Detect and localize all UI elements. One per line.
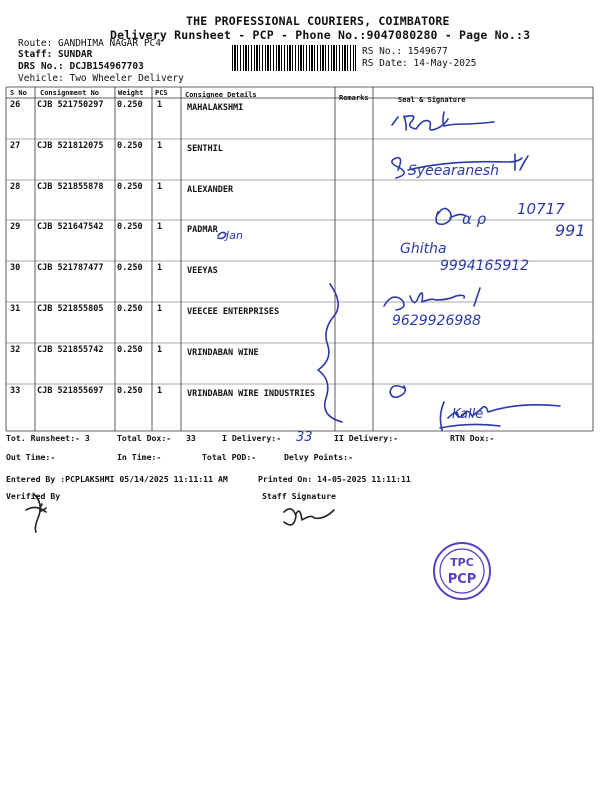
row-pcs: 1 bbox=[157, 263, 163, 273]
entered-by: Entered By :PCPLAKSHMI 05/14/2025 11:11:11 AM bbox=[6, 474, 228, 484]
total-dox-label: Total Dox:- bbox=[117, 433, 172, 443]
row-sno: 31 bbox=[10, 304, 21, 314]
stamp-line1: TPC bbox=[450, 556, 474, 569]
out-time-label: Out Time:- bbox=[6, 452, 56, 462]
row-consignment: CJB 521855878 bbox=[37, 182, 104, 192]
row-weight: 0.250 bbox=[117, 141, 143, 151]
row-consignee: PADMAR bbox=[187, 225, 218, 235]
row-consignment: CJB 521647542 bbox=[37, 222, 104, 232]
rs-date-label: RS Date: 14-May-2025 bbox=[362, 58, 477, 69]
row-consignment: CJB 521855805 bbox=[37, 304, 104, 314]
row-consignee: VEECEE ENTERPRISES bbox=[187, 307, 280, 317]
svg-text:α ρ: α ρ bbox=[462, 210, 487, 228]
row-sno: 30 bbox=[10, 263, 21, 273]
row-weight: 0.250 bbox=[117, 222, 143, 232]
row-pcs: 1 bbox=[157, 182, 163, 192]
row-sno: 29 bbox=[10, 222, 21, 232]
row-weight: 0.250 bbox=[117, 182, 143, 192]
printed-on: Printed On: 14-05-2025 11:11:11 bbox=[258, 474, 411, 484]
row-weight: 0.250 bbox=[117, 100, 143, 110]
col-seal: Seal & Signature bbox=[398, 96, 466, 104]
row-sno: 26 bbox=[10, 100, 21, 110]
row-pcs: 1 bbox=[157, 345, 163, 355]
stamp-line2: PCP bbox=[447, 572, 477, 587]
row-pcs: 1 bbox=[157, 222, 163, 232]
row31-phone: 9629926988 bbox=[392, 313, 482, 329]
col-sno: S No bbox=[10, 89, 27, 97]
ii-delivery-label: II Delivery:- bbox=[334, 433, 399, 443]
row29-phone: 9994165912 bbox=[440, 258, 530, 274]
row29-name: Jan bbox=[226, 229, 243, 242]
delvy-points-label: Delvy Points:- bbox=[284, 452, 354, 462]
row-pcs: 1 bbox=[157, 100, 163, 110]
col-pcs: PCS bbox=[155, 89, 168, 97]
row33-signature: Kalle bbox=[452, 407, 484, 422]
rs-no-label: RS No.: 1549677 bbox=[362, 46, 448, 57]
vehicle-label: Vehicle: Two Wheeler Delivery bbox=[18, 73, 184, 84]
row29-signature: Ghitha bbox=[400, 241, 447, 257]
total-pod-label: Total POD:- bbox=[202, 452, 257, 462]
total-dox-value: 33 bbox=[186, 433, 196, 443]
row-pcs: 1 bbox=[157, 304, 163, 314]
verified-by-label: Verified By bbox=[6, 491, 61, 501]
row-consignment: CJB 521812075 bbox=[37, 141, 104, 151]
tot-runsheet: Tot. Runsheet:- 3 bbox=[6, 433, 90, 443]
row-weight: 0.250 bbox=[117, 345, 143, 355]
staff-label: Staff: SUNDAR bbox=[18, 49, 93, 60]
row-weight: 0.250 bbox=[117, 263, 143, 273]
row-consignee: VRINDABAN WIRE INDUSTRIES bbox=[187, 389, 315, 399]
col-consignee: Consignee Details bbox=[185, 91, 257, 99]
row-consignee: VEEYAS bbox=[187, 266, 218, 276]
row-consignee: VRINDABAN WINE bbox=[187, 348, 259, 358]
col-weight: Weight bbox=[118, 89, 144, 97]
col-consignment: Consignment No bbox=[40, 89, 100, 97]
i-delivery-label: I Delivery:- bbox=[222, 433, 282, 443]
row-consignment: CJB 521750297 bbox=[37, 100, 104, 110]
company-title: THE PROFESSIONAL COURIERS, COIMBATORE bbox=[186, 14, 450, 28]
row-consignee: SENTHIL bbox=[187, 144, 223, 154]
rtn-dox-label: RTN Dox:- bbox=[450, 433, 495, 443]
row-consignee: ALEXANDER bbox=[187, 185, 234, 195]
row-sno: 28 bbox=[10, 182, 21, 192]
row-sno: 27 bbox=[10, 141, 21, 151]
row-sno: 32 bbox=[10, 345, 21, 355]
row28-note: 10717 bbox=[517, 200, 565, 218]
row28-note2: 991 bbox=[555, 221, 586, 240]
row-consignment: CJB 521787477 bbox=[37, 263, 104, 273]
in-time-label: In Time:- bbox=[117, 452, 162, 462]
row-weight: 0.250 bbox=[117, 304, 143, 314]
row-pcs: 1 bbox=[157, 141, 163, 151]
runsheet-title: Delivery Runsheet - PCP - Phone No.:9047080280 - Page No.:3 bbox=[110, 28, 531, 42]
staff-signature-label: Staff Signature bbox=[262, 491, 336, 501]
row-sno: 33 bbox=[10, 386, 21, 396]
drs-label: DRS No.: DCJB154967703 bbox=[18, 61, 144, 72]
row-consignment: CJB 521855697 bbox=[37, 386, 104, 396]
row-consignee: MAHALAKSHMI bbox=[187, 103, 244, 113]
row-weight: 0.250 bbox=[117, 386, 143, 396]
route-label: Route: GANDHIMA NAGAR PC4 bbox=[18, 38, 161, 49]
row-pcs: 1 bbox=[157, 386, 163, 396]
row-consignment: CJB 521855742 bbox=[37, 345, 104, 355]
row27-signature-text: Syeearanesh bbox=[408, 163, 499, 179]
i-delivery-handwritten: 33 bbox=[296, 430, 313, 445]
col-remarks: Remarks bbox=[339, 94, 369, 102]
